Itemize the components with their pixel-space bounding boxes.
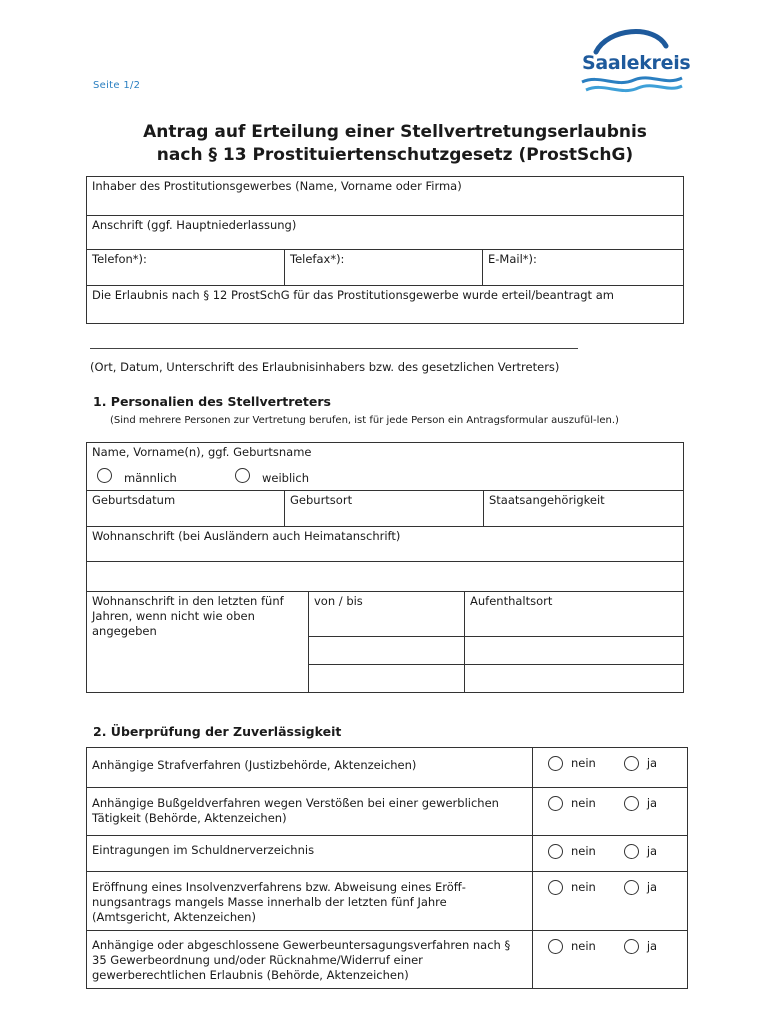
phone-field[interactable] (87, 250, 285, 286)
name-label: Name, Vorname(n), ggf. Geburtsname (92, 445, 312, 459)
from-to-label: von / bis (314, 594, 363, 608)
question-text-4: Eröffnung eines Insolvenzverfahrens bzw. Abweisung eines Eröff-nungsantrags mangels Masse innerhalb der letzten fünf Jahre (Amtsgericht, Aktenzeichen) (92, 880, 466, 924)
question-text-1: Anhängige Strafverfahren (Justizbehörde, Aktenzeichen) (92, 758, 417, 772)
owner-field[interactable] (87, 177, 684, 216)
gender-female-option[interactable] (235, 471, 309, 485)
permit-label: Die Erlaubnis nach § 12 ProstSchG für das Prostitutionsgewerbe wurde erteil/beantragt am (92, 288, 614, 302)
no-label-4: nein (571, 880, 596, 894)
prev-residence-label: Wohnanschrift in den letzten fünf Jahren, wenn nicht wie oben angegeben (92, 594, 284, 638)
no-option-5[interactable] (548, 939, 596, 954)
email-field[interactable] (483, 250, 684, 286)
phone-label: Telefon*): (92, 252, 147, 266)
question-row-4 (87, 872, 533, 931)
question-text-3: Eintragungen im Schuldnerverzeichnis (92, 843, 315, 857)
female-radio[interactable] (235, 468, 250, 483)
yes-radio-3[interactable] (624, 844, 639, 859)
question-text-5: Anhängige oder abgeschlossene Gewerbeuntersagungsverfahren nach § 35 Gewerbeordnung und/oder Rücknahme/Widerruf einer gewerberechtlichen Erlaubnis (Behörde, Aktenzeichen) (92, 938, 511, 982)
no-option-4[interactable] (548, 880, 596, 895)
answer-cell-3 (533, 836, 688, 872)
section-2-title: 2. Überprüfung der Zuverlässigkeit (93, 724, 342, 739)
answer-cell-2 (533, 788, 688, 836)
no-radio-5[interactable] (548, 939, 563, 954)
yes-radio-1[interactable] (624, 756, 639, 771)
no-option-2[interactable] (548, 796, 596, 811)
signature-caption: (Ort, Datum, Unterschrift des Erlaubnisinhabers bzw. des gesetzlichen Vertreters) (90, 360, 560, 374)
nationality-field[interactable] (484, 491, 684, 527)
gender-male-option[interactable] (97, 471, 177, 485)
residence-table (86, 526, 684, 693)
fax-label: Telefax*): (290, 252, 345, 266)
no-label-1: nein (571, 756, 596, 770)
female-label: weiblich (262, 471, 309, 485)
no-label-3: nein (571, 844, 596, 858)
stay-label: Aufenthaltsort (470, 594, 553, 608)
yes-label-5: ja (646, 939, 658, 953)
title-line-2: nach § 13 Prostituiertenschutzgesetz (ProstSchG) (156, 145, 634, 165)
section-1-note: (Sind mehrere Personen zur Vertretung berufen, ist für jede Person ein Antragsformular auszufül-len.) (110, 415, 619, 426)
birthplace-field[interactable] (285, 491, 484, 527)
birthplace-label: Geburtsort (290, 493, 353, 507)
answer-cell-4 (533, 872, 688, 931)
birthdate-label: Geburtsdatum (92, 493, 176, 507)
no-option-1[interactable] (548, 756, 596, 771)
no-radio-3[interactable] (548, 844, 563, 859)
email-label: E-Mail*): (488, 252, 537, 266)
from-to-field-3[interactable] (309, 665, 465, 693)
owner-label: Inhaber des Prostitutionsgewerbes (Name, Vorname oder Firma) (92, 179, 462, 193)
address-field[interactable] (87, 216, 684, 250)
question-row-2 (87, 788, 533, 836)
from-to-field[interactable] (309, 592, 465, 637)
yes-option-2[interactable] (624, 796, 657, 811)
page-title (80, 121, 710, 167)
no-option-3[interactable] (548, 844, 596, 859)
answer-cell-5 (533, 931, 688, 989)
signature-line[interactable] (90, 348, 578, 349)
fax-field[interactable] (285, 250, 483, 286)
permit-field[interactable] (87, 286, 684, 324)
yes-option-4[interactable] (624, 880, 657, 895)
residence-field-extra[interactable] (87, 562, 684, 592)
birthdate-field[interactable] (87, 491, 285, 527)
address-label: Anschrift (ggf. Hauptniederlassung) (92, 218, 297, 232)
stay-field-2[interactable] (465, 637, 684, 665)
no-radio-1[interactable] (548, 756, 563, 771)
no-radio-4[interactable] (548, 880, 563, 895)
yes-option-3[interactable] (624, 844, 657, 859)
yes-radio-2[interactable] (624, 796, 639, 811)
yes-label-1: ja (646, 756, 658, 770)
male-label: männlich (124, 471, 177, 485)
residence-label: Wohnanschrift (bei Ausländern auch Heimatanschrift) (92, 529, 401, 543)
question-text-2: Anhängige Bußgeldverfahren wegen Verstößen bei einer gewerblichen Tätigkeit (Behörde, Aktenzeichen) (92, 796, 499, 825)
residence-field[interactable] (87, 527, 684, 562)
yes-label-3: ja (646, 844, 658, 858)
applicant-table (86, 176, 684, 324)
question-row-5 (87, 931, 533, 989)
question-row-1 (87, 748, 533, 788)
from-to-field-2[interactable] (309, 637, 465, 665)
question-row-3 (87, 836, 533, 872)
yes-radio-5[interactable] (624, 939, 639, 954)
prev-residence-field (87, 592, 309, 693)
saalekreis-logo (576, 26, 691, 98)
page-number: Seite 1/2 (93, 80, 141, 91)
yes-radio-4[interactable] (624, 880, 639, 895)
title-line-1: Antrag auf Erteilung einer Stellvertretungserlaubnis (143, 122, 647, 142)
male-radio[interactable] (97, 468, 112, 483)
reliability-table (86, 747, 688, 989)
stay-field[interactable] (465, 592, 684, 637)
no-radio-2[interactable] (548, 796, 563, 811)
answer-cell-1 (533, 748, 688, 788)
yes-label-4: ja (646, 880, 658, 894)
logo-text: Saalekreis (582, 52, 691, 74)
no-label-2: nein (571, 796, 596, 810)
nationality-label: Staatsangehörigkeit (489, 493, 605, 507)
yes-option-1[interactable] (624, 756, 657, 771)
stay-field-3[interactable] (465, 665, 684, 693)
yes-label-2: ja (646, 796, 658, 810)
section-1-title: 1. Personalien des Stellvertreters (93, 394, 331, 409)
no-label-5: nein (571, 939, 596, 953)
yes-option-5[interactable] (624, 939, 657, 954)
